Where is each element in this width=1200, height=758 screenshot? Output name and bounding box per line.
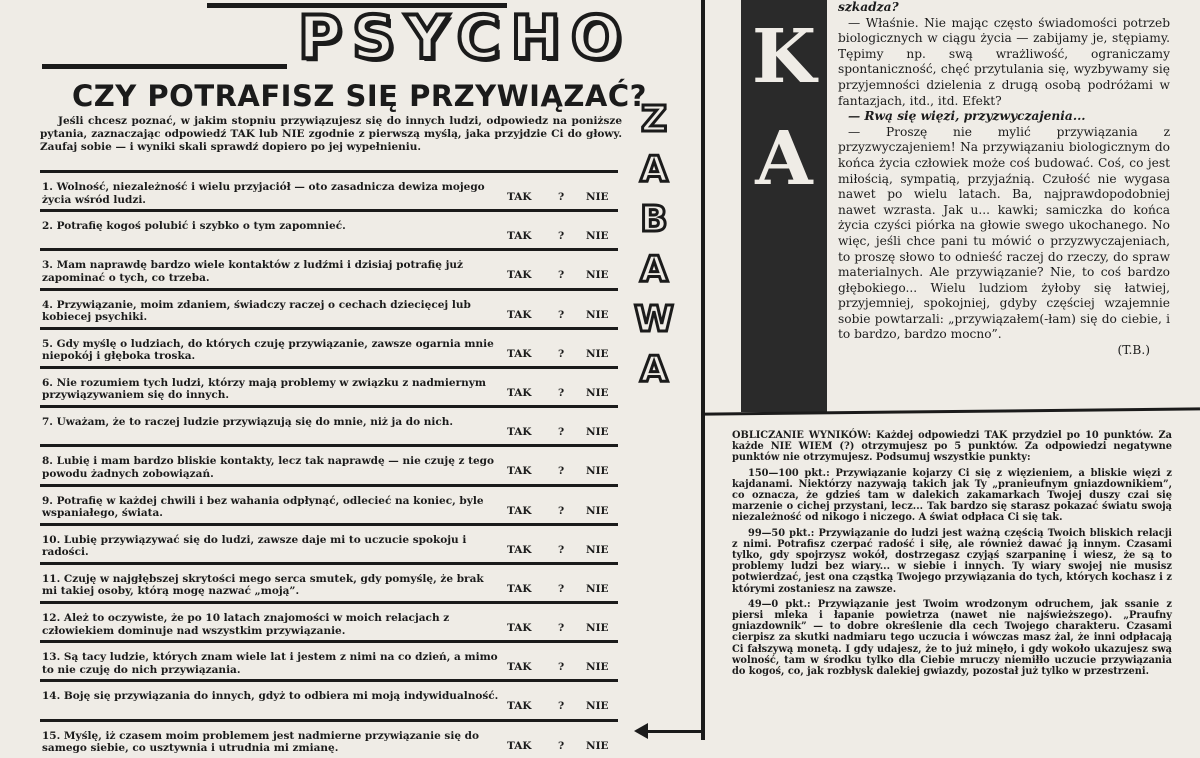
answer-no[interactable]: NIE (586, 230, 609, 243)
answer-yes[interactable]: TAK (507, 269, 532, 282)
question-row (40, 366, 618, 405)
question-text: 5. Gdy myślę o ludziach, do których czuję przywiązanie, zawsze ogarnia mnie niepokój i głęboka troska. (42, 337, 494, 363)
answer-yes[interactable]: TAK (507, 582, 532, 595)
answer-maybe[interactable]: ? (558, 191, 565, 203)
question-text: 7. Uważam, że to raczej ludzie przywiązują się do mnie, niż ja do nich. (42, 416, 454, 429)
ka-block (741, 0, 827, 412)
answer-yes[interactable]: TAK (507, 543, 532, 556)
question-row (40, 209, 618, 248)
answer-maybe[interactable]: ? (558, 426, 565, 439)
question-text: 4. Przywiązanie, moim zdaniem, świadczy raczej o cechach dziecięcej lub kobiecej psychiki. (42, 298, 471, 324)
answer-no[interactable]: NIE (586, 700, 609, 713)
answer-yes[interactable]: TAK (507, 230, 532, 243)
answer-no[interactable]: NIE (586, 661, 609, 674)
answer-maybe[interactable]: ? (558, 582, 565, 595)
zabawa-letter: B (640, 199, 668, 240)
zabawa-letter: A (640, 149, 668, 190)
answer-yes[interactable]: TAK (507, 191, 532, 203)
question-row (40, 679, 618, 718)
question-row (40, 248, 618, 287)
answer-yes[interactable]: TAK (507, 347, 532, 360)
answer-yes[interactable]: TAK (507, 426, 532, 439)
question-row (40, 170, 618, 209)
results-intro (732, 430, 1172, 464)
zabawa-letter: W (634, 299, 674, 340)
results-section (732, 430, 1172, 750)
answer-yes[interactable]: TAK (507, 700, 532, 713)
answer-maybe[interactable]: ? (558, 622, 565, 635)
header-rule-left (42, 64, 287, 69)
ka-letter: A (755, 116, 813, 202)
answer-no[interactable]: NIE (586, 347, 609, 360)
answer-yes[interactable]: TAK (507, 308, 532, 321)
question-text: 13. Są tacy ludzie, których znam wiele lat i jestem z nimi na co dzień, a mimo to nie czuję do nich przywiązania. (42, 651, 498, 676)
answer-maybe[interactable]: ? (558, 661, 565, 674)
answer-maybe[interactable]: ? (558, 269, 565, 282)
answer-maybe[interactable]: ? (558, 347, 565, 360)
psycho-heading: PSYCHO (298, 3, 632, 73)
question-list (40, 170, 618, 758)
intro-text: Jeśli chcesz poznać, w jakim stopniu przywiązujesz się do innych ludzi, odpowiedz na poniższe pytania, zaznaczając odpowiedź TAK lub NIE zgodnie z pierwszą myślą, jaka przyjdzie Ci do głowy. Zaufaj sobie — i wyniki skali sprawdź dopiero po jej wypełnieniu. (40, 115, 622, 153)
question-text: 2. Potrafię kogoś polubić i szybko o tym zapomnieć. (42, 220, 346, 233)
answer-no[interactable]: NIE (586, 426, 609, 439)
answer-maybe[interactable]: ? (558, 465, 565, 478)
question-text: 10. Lubię przywiązywać się do ludzi, zawsze daje mi to uczucie spokoju i radości. (42, 533, 467, 559)
question-text: 8. Lubię i mam bardzo bliskie kontakty, lecz tak naprawdę — nie czuję z tego powodu żadnych zobowiązań. (42, 455, 495, 480)
question-text: 15. Myślę, iż czasem moim problemem jest nadmierne przywiązanie się do samego siebie, co usztywnia i utrudnia mi zmianę. (42, 729, 480, 755)
answer-no[interactable]: NIE (586, 504, 609, 517)
question-row (40, 288, 618, 327)
ka-letter: K (751, 14, 817, 100)
answer-maybe[interactable]: ? (558, 739, 565, 752)
answer-yes[interactable]: TAK (507, 739, 532, 752)
zabawa-letter: A (640, 349, 668, 390)
question-row (40, 562, 618, 601)
answer-no[interactable]: NIE (586, 622, 609, 635)
question-text: 1. Wolność, niezależność i wielu przyjaciół — oto zasadnicza dewiza mojego życia wśród ludzi. (42, 181, 485, 206)
question-text: 12. Ależ to oczywiste, że po 10 latach znajomości w moich relacjach z człowiekiem dominuje nad wszystkim przywiązanie. (42, 612, 450, 637)
question-text: 3. Mam naprawdę bardzo wiele kontaktów z ludźmi i dzisiaj potrafię już zapominać o tych, co trzeba. (42, 259, 463, 284)
article-para: — Proszę nie mylić przywiązania z przyzwyczajeniem! Na przywiązaniu biologicznym do końca życia człowiek może coś budować. Coś, co jest miłością, sympatią, przyjaźnią. Czułość nie wygasa nawet po wielu latach. Ba, najprawdopodobniej nawet wzrasta. Jak u... kawki; samiczka do końca życia czyści piórka na głowie swego ukochanego. No więc, jeśli chce pani tu mówić o przyzwyczajeniach, to proszę słowo to odnieść raczej do rzeczy, do spraw materialnych. Ale przywiązanie? Nie, to coś bardzo głębokiego... Wielu ludziom żyłoby się łatwiej, przyjemniej, spokojniej, gdyby częściej wzajemnie sobie powtarzali: „przywiązałem(-łam) się do ciebie, i to bardzo, bardzo mocno”. (838, 124, 1170, 342)
answer-maybe[interactable]: ? (558, 543, 565, 556)
zabawa-letter: A (640, 249, 668, 290)
answer-maybe[interactable]: ? (558, 308, 565, 321)
article-para: — Rwą się więzi, przyzwyczajenia... (848, 109, 1086, 124)
zabawa-vertical-word (630, 95, 678, 455)
result-range-3: 49—0 pkt.: Przywiązanie jest Twoim wrodzonym odruchem, jak ssanie z piersi mleka i łapanie powietrza (nawet nie najświeższego). „Praufny gniazdownik” — to dobre określenie dla cech Twojego charakteru. Czasami cierpisz za skutki nadmiaru tego uczucia i wówczas masz żal, że inni odpłacają Ci fałszywą monetą. I gdy udajesz, że to już minęło, i gdy wokoło ukazujesz swą wolność, tam w środku tylko dla Ciebie mruczy niemiłło uczucie przywiązania do kogoś, co, jak rozbłysk dalekiej gwiazdy, pozostał już tylko w przestrzeni. (732, 598, 1172, 678)
article-para: szkadza? (838, 0, 899, 14)
arrow-shaft (645, 730, 705, 733)
answer-no[interactable]: NIE (586, 308, 609, 321)
results-intro-text: Każdej odpowiedzi TAK przydziel po 10 punktów. Za każde NIE WIEM (?) otrzymujesz po 5 punktów. Za odpowiedzi negatywne punktów nie otrzymujesz. Podsumuj wszystkie punkty: (732, 430, 1172, 464)
answer-yes[interactable]: TAK (507, 661, 532, 674)
answer-no[interactable]: NIE (586, 386, 609, 399)
answer-maybe[interactable]: ? (558, 230, 565, 243)
article-para: — Właśnie. Nie mając często świadomości potrzeb biologicznych w ciągu życia — zabijamy je, stępiamy. Tępimy np. swą wrażliwość, ograniczamy spontaniczność, chęć przytulania się, wyzbywamy się przyjemności dzielenia z drugą osobą podróżami w fantazjach, itd., itd. Efekt? (838, 15, 1170, 108)
answer-yes[interactable]: TAK (507, 622, 532, 635)
question-row (40, 601, 618, 640)
question-row (40, 405, 618, 444)
answer-no[interactable]: NIE (586, 269, 609, 282)
article-signature: (T.B.) (1117, 343, 1150, 358)
column-divider (701, 0, 705, 740)
answer-maybe[interactable]: ? (558, 504, 565, 517)
question-row (40, 484, 618, 523)
question-text: 11. Czuję w najgłębszej skrytości mego serca smutek, gdy pomyślę, że brak mi takiej osoby, którą mogę nazwać „moją”. (42, 572, 484, 598)
answer-no[interactable]: NIE (586, 465, 609, 478)
question-row (40, 444, 618, 483)
question-row (40, 523, 618, 562)
question-row (40, 640, 618, 679)
question-row (40, 719, 618, 758)
answer-no[interactable]: NIE (586, 739, 609, 752)
answer-yes[interactable]: TAK (507, 465, 532, 478)
answer-no[interactable]: NIE (586, 582, 609, 595)
result-range-2: 99—50 pkt.: Przywiązanie do ludzi jest ważną częścią Twoich bliskich relacji z nimi. Potrafisz czerpać radość i siłę, ale również dawać ją innym. Czasami tylko, gdy spojrzysz wokół, dostrzegasz czyjąś szarpaninę i wiesz, że są to problemy ludzi bez wiary... w siebie i innych. Ty wiary swojej nie musisz potwierdzać, jest ona cząstką Twojego przywiązania do tych, których kochasz i z którymi zostaniesz na zawsze. (732, 527, 1172, 595)
question-row (40, 327, 618, 366)
article-text (838, 0, 1170, 412)
answer-maybe[interactable]: ? (558, 386, 565, 399)
question-text: 9. Potrafię w każdej chwili i bez wahania odpłynąć, odlecieć na koniec, byle wspaniałego, świata. (42, 494, 484, 519)
arrow-left-icon (634, 723, 648, 739)
question-text: 14. Boję się przywiązania do innych, gdyż to odbiera mi moją indywidualność. (42, 690, 499, 703)
question-text: 6. Nie rozumiem tych ludzi, którzy mają problemy w związku z nadmiernym przywiązywaniem się do innych. (42, 376, 486, 402)
result-range-1: 150—100 pkt.: Przywiązanie kojarzy Ci się z więzieniem, a bliskie więzi z kajdanami. Niektórzy nazywają takich jak Ty „pranieufnym gniazdownikiem”, co oznacza, że gdzieś tam w dalekich zakamarkach Twojej duszy czai się marzenie o cichej przystani, lecz... Tak bardzo się starasz pokazać światu swoją niezależność od nikogo i niczego. A świat odpłaca Ci się tak. (732, 467, 1172, 524)
answer-yes[interactable]: TAK (507, 386, 532, 399)
answer-no[interactable]: NIE (586, 191, 609, 203)
answer-no[interactable]: NIE (586, 543, 609, 556)
answer-maybe[interactable]: ? (558, 700, 565, 713)
page-title: CZY POTRAFISZ SIĘ PRZYWIĄZAĆ? (72, 79, 647, 113)
zabawa-letter: Z (640, 99, 668, 140)
answer-yes[interactable]: TAK (507, 504, 532, 517)
results-heading: OBLICZANIE WYNIKÓW: (732, 430, 872, 441)
